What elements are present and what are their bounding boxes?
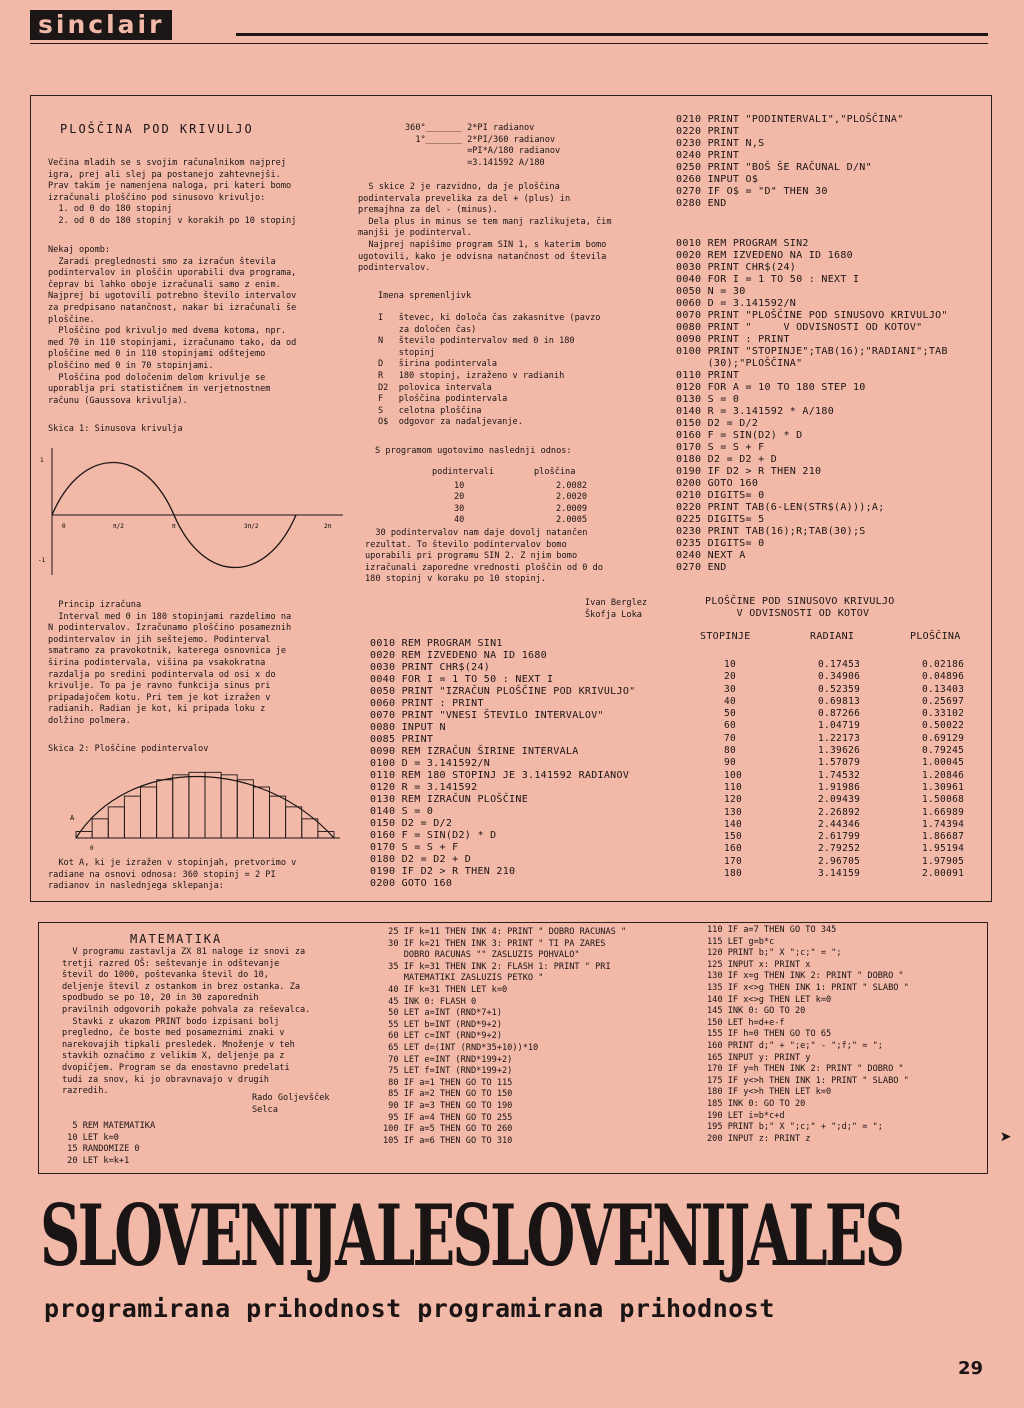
program-sin1: 0010 REM PROGRAM SIN1 0020 REM IZVEDENO NA ID 1680 0030 PRINT CHR$(24) 0040 FOR I = 1 TO 50 : NEXT I 0050 PRINT "IZRAČUN PLOŠČINE POD KRIVULJO" 0060 PRINT : PRINT 0070 PRINT "VNESI ŠTEVILO INTERVALOV" 0080 INPUT N 0085 PRINT 0090 REM IZRAČUN ŠIRINE INTERVALA 0100 D = 3.141592/N 0110 REM 180 STOPINJ JE 3.141592 RADIANOV 0120 R = 3.141592 0130 REM IZRAČUN PLOŠČINE 0140 S = 0 0150 D2 = D/2 0160 F = SIN(D2) * D 0170 S = S + F 0180 D2 = D2 + D 0190 IF D2 > R THEN 210 0200 GOTO 160 bbox=[370, 638, 636, 889]
sketch1-title: Skica 1: Sinusova krivulja bbox=[48, 424, 183, 434]
output-cell-ploscina: 1.86687 bbox=[922, 831, 965, 843]
principle-text: Princip izračuna Interval med 0 in 180 stopinjami razdelimo na N podintervalov. Izračunamo ploščino posameznih podintervalov in jih seštejemo. Podinterval smatramo za pravokotnik, katerega osnovnica je širina podintervala, višina pa vsakokratna razdalja po sredini podintervala od osi x do krivulje. To pa je ravno funkcija sinus pri pripadajočem kotu. Pri tem je kot izražen v radianih. Radian je kot, ki pripada loku z dolžino polmera. bbox=[48, 600, 292, 726]
col-header-podintervali: podintervali bbox=[432, 467, 495, 477]
x-tick-0: 0 bbox=[62, 523, 66, 530]
output-row bbox=[700, 659, 980, 671]
output-cell-ploscina: 1.00045 bbox=[922, 757, 965, 769]
output-row bbox=[700, 684, 980, 696]
conclusion-text: 30 podintervalov nam daje dovolj natančen rezultat. To število podintervalov bomo uporabili pri programu SIN 2. Z njim bomo izračunali zaporedne vrednosti ploščin od 0 do 180 stopinj v koraku po 10 stopinj. bbox=[365, 528, 603, 585]
output-cell-ploscina: 0.79245 bbox=[922, 745, 965, 757]
relation-row bbox=[432, 481, 602, 493]
subinterval-bar bbox=[205, 772, 221, 838]
output-cell-radiani: 1.04719 bbox=[818, 720, 861, 732]
output-row bbox=[700, 794, 980, 806]
y-tick-minus1: -1 bbox=[38, 557, 46, 564]
relation-cell-ploscina: 2.0005 bbox=[556, 515, 588, 526]
subinterval-bar bbox=[173, 775, 189, 838]
output-cell-stopinje: 70 bbox=[724, 732, 737, 744]
output-cell-ploscina: 1.20846 bbox=[922, 769, 965, 781]
x-tick-half-pi: π/2 bbox=[113, 523, 124, 530]
output-row bbox=[700, 831, 980, 843]
output-cell-radiani: 2.44346 bbox=[818, 818, 861, 830]
article-title: PLOŠČINA POD KRIVULJO bbox=[60, 122, 254, 136]
notes-text: Nekaj opomb: Zaradi preglednosti smo za izračun števila podintervalov in ploščin uporabili dva programa, čeprav bi lahko oboje izračunali samo z enim. Najprej bi ugotovili potrebno število intervalov za predpisano natančnost, nakar bi izračunali še ploščine. Ploščino pod krivuljo med dvema kotoma, npr. med 70 in 110 stopinjami, izračunamo tako, da od ploščine med 0 in 110 stopinjami odštejemo ploščino med 0 in 70 stopinjami. Ploščina pod določenim delom krivulje se uporablja pri statističnem in verjetnostnem računu (Gaussova krivulja). bbox=[48, 245, 297, 406]
relation-row bbox=[432, 492, 602, 504]
output-cell-ploscina: 0.02186 bbox=[922, 659, 965, 670]
output-cell-radiani: 0.34906 bbox=[818, 671, 861, 683]
subinterval-bar bbox=[286, 807, 302, 838]
output-cell-ploscina: 1.66989 bbox=[922, 806, 965, 818]
output-row bbox=[700, 819, 980, 831]
sketch1-sine-curve bbox=[38, 440, 348, 580]
radians-formula: 360°_______ 2*PI radianov 1°_______ 2*PI/360 radianov =PI*A/180 radianov =3.141592 A/180 bbox=[405, 123, 561, 168]
output-cell-ploscina: 0.69129 bbox=[922, 732, 965, 744]
output-cell-stopinje: 180 bbox=[724, 868, 743, 880]
variables-title: Imena spremenljivk bbox=[378, 291, 472, 301]
sketch-explanation: S skice 2 je razvidno, da je ploščina podintervala prevelika za del + (plus) in premajhna za del - (minus). Dela plus in minus se tem manj razlikujeta, čim manjši je podinterval. Najprej napišimo program SIN 1, s katerim bomo ugotovili, kako je odvisna natančnost od števila podintervalov. bbox=[358, 182, 612, 274]
output-cell-stopinje: 40 bbox=[724, 695, 737, 707]
matematika-title: MATEMATIKA bbox=[130, 932, 223, 946]
relation-table bbox=[432, 467, 602, 527]
matematika-body: V programu zastavlja ZX 81 naloge iz snovi za tretji razred OŠ: seštevanje in odštevanje števil do 1000, poštevanka števil do 10, deljenje števil z ostankom in brez ostanka. Za spodbudo se po 10, 20 in 30 zaporednih pravilnih odgovorih pokaže pohvala za reševalca. Stavki z ukazom PRINT bodo izpisani bolj pregledno, če boste med posameznimi znaki v narekovajih tipkali presledek. Množenje v teh stavkih označimo z velikim X, deljenje pa z dvopičjem. Program se da enostavno predelati tudi za snov, ki jo obravnavajo v drugih razredih. bbox=[62, 947, 311, 1097]
output-row bbox=[700, 696, 980, 708]
header-rule-2 bbox=[30, 43, 988, 44]
conversion-text: Kot A, ki je izražen v stopinjah, pretvorimo v radiane na osnovi odnosa: 360 stopinj = 2 PI radianov in naslednjega sklepanja: bbox=[48, 858, 297, 892]
program-sin1-cont: 0210 PRINT "PODINTERVALI","PLOŠČINA" 0220 PRINT 0230 PRINT N,S 0240 PRINT 0250 PRINT "BOŠ ŠE RAČUNAL D/N" 0260 INPUT O$ 0270 IF O$ = "D" THEN 30 0280 END bbox=[676, 114, 904, 209]
sketch2-label-0: 0 bbox=[90, 845, 94, 852]
output-cell-ploscina: 1.95194 bbox=[922, 843, 965, 855]
output-cell-stopinje: 30 bbox=[724, 683, 737, 695]
output-cell-stopinje: 160 bbox=[724, 843, 743, 855]
col-header-ploscina: ploščina bbox=[534, 467, 576, 477]
output-cell-radiani: 0.52359 bbox=[818, 683, 861, 695]
output-row bbox=[700, 770, 980, 782]
subinterval-bar bbox=[221, 775, 237, 838]
output-cell-stopinje: 120 bbox=[724, 794, 743, 806]
subinterval-bar bbox=[270, 796, 286, 838]
output-cell-ploscina: 0.33102 bbox=[922, 708, 965, 720]
output-cell-radiani: 1.22173 bbox=[818, 732, 861, 744]
out-header-radiani: RADIANI bbox=[810, 631, 855, 642]
output-row bbox=[700, 856, 980, 868]
relation-cell-ploscina: 2.0020 bbox=[556, 492, 588, 503]
x-tick-2pi: 2π bbox=[324, 523, 332, 530]
output-table bbox=[700, 631, 980, 880]
output-cell-radiani: 2.26892 bbox=[818, 806, 861, 818]
output-cell-stopinje: 130 bbox=[724, 806, 743, 818]
out-header-stopinje: STOPINJE bbox=[700, 631, 751, 642]
subinterval-bar bbox=[237, 780, 253, 838]
variables-list: I števec, ki določa čas zakasnitve (pavzo za določen čas) N število podintervalov med 0 in 180 stopinj D širina podintervala R 180 stopinj, izraženo v radianih D2 polovica intervala F ploščina podintervala S celotna ploščina O$ odgovor za nadaljevanje. bbox=[378, 313, 601, 428]
relation-row bbox=[432, 515, 602, 527]
output-row bbox=[700, 782, 980, 794]
subinterval-bar bbox=[141, 787, 157, 838]
output-cell-stopinje: 20 bbox=[724, 671, 737, 683]
output-cell-ploscina: 1.74394 bbox=[922, 818, 965, 830]
sketch2-title: Skica 2: Ploščine podintervalov bbox=[48, 744, 209, 754]
x-tick-3half-pi: 3π/2 bbox=[244, 523, 259, 530]
subinterval-bar bbox=[157, 780, 173, 838]
matematika-code-2: 25 IF k=11 THEN INK 4: PRINT " DOBRO RACUNAS " 30 IF k=21 THEN INK 3: PRINT " TI PA ZARES DOBRO RACUNAS "" ZASLUZIS POHVALO" 35 IF k=31 THEN INK 2: FLASH 1: PRINT " PRI MATEMATIKI ZASLUZIS PETKO " 40 IF k=31 THEN LET k=0 45 INK 0: FLASH 0 50 LET a=INT (RND*7+1) 55 LET b=INT (RND*9+2) 60 LET c=INT (RND*9+2) 65 LET d=(INT (RND*35+10))*10 70 LET e=INT (RND*199+2) 75 LET f=INT (RND*199+2) 80 IF a=1 THEN GO TO 115 85 IF a=2 THEN GO TO 150 90 IF a=3 THEN GO TO 190 95 IF a=4 THEN GO TO 255 100 IF a=5 THEN GO TO 260 105 IF a=6 THEN GO TO 310 bbox=[383, 927, 627, 1146]
output-cell-radiani: 1.91986 bbox=[818, 781, 861, 793]
relation-cell-podintervali: 40 bbox=[454, 515, 465, 526]
output-row bbox=[700, 843, 980, 855]
output-cell-ploscina: 0.50022 bbox=[922, 720, 965, 732]
output-cell-ploscina: 0.25697 bbox=[922, 695, 965, 707]
x-tick-pi: π bbox=[172, 523, 176, 530]
sketch2-subinterval-bars bbox=[48, 756, 348, 856]
output-cell-ploscina: 2.00091 bbox=[922, 868, 965, 880]
output-cell-radiani: 1.74532 bbox=[818, 769, 861, 781]
output-cell-stopinje: 110 bbox=[724, 781, 743, 793]
subinterval-bar bbox=[302, 819, 318, 838]
output-cell-stopinje: 50 bbox=[724, 708, 737, 720]
output-cell-radiani: 0.87266 bbox=[818, 708, 861, 720]
sketch2-label-a: A bbox=[70, 814, 75, 822]
output-row bbox=[700, 757, 980, 769]
output-row bbox=[700, 720, 980, 732]
program-sin2: 0010 REM PROGRAM SIN2 0020 REM IZVEDENO NA ID 1680 0030 PRINT CHR$(24) 0040 FOR I = 1 TO 50 : NEXT I 0050 N = 30 0060 D = 3.141592/N 0070 PRINT "PLOŠČINE POD SINUSOVO KRIVULJO" 0080 PRINT " V ODVISNOSTI OD KOTOV" 0090 PRINT : PRINT 0100 PRINT "STOPINJE";TAB(16);"RADIANI";TAB (30);"PLOŠČINA" 0110 PRINT 0120 FOR A = 10 TO 180 STEP 10 0130 S = 0 0140 R = 3.141592 * A/180 0150 D2 = D/2 0160 F = SIN(D2) * D 0170 S = S + F 0180 D2 = D2 + D 0190 IF D2 > R THEN 210 0200 GOTO 160 0210 DIGITS= 0 0220 PRINT TAB(6-LEN(STR$(A)));A; 0225 DIGITS= 5 0230 PRINT TAB(16);R;TAB(30);S 0235 DIGITS= 0 0240 NEXT A 0270 END bbox=[676, 238, 948, 573]
output-cell-ploscina: 0.04896 bbox=[922, 671, 965, 683]
sinclair-logo: sinclair bbox=[30, 10, 172, 40]
relation-cell-podintervali: 10 bbox=[454, 480, 465, 491]
output-cell-stopinje: 10 bbox=[724, 659, 737, 670]
output-cell-radiani: 2.96705 bbox=[818, 855, 861, 867]
output-cell-stopinje: 90 bbox=[724, 757, 737, 769]
output-row bbox=[700, 868, 980, 880]
page-number: 29 bbox=[958, 1358, 984, 1379]
relation-cell-podintervali: 20 bbox=[454, 492, 465, 503]
matematika-code-1: 5 REM MATEMATIKA 10 LET k=0 15 RANDOMIZE 0 20 LET k=k+1 bbox=[67, 1121, 156, 1166]
output-cell-radiani: 2.09439 bbox=[818, 794, 861, 806]
author-berglez: Ivan Berglez Škofja Loka bbox=[585, 598, 648, 620]
output-cell-radiani: 0.17453 bbox=[818, 659, 861, 670]
output-cell-ploscina: 0.13403 bbox=[922, 683, 965, 695]
output-row bbox=[700, 733, 980, 745]
relation-row bbox=[432, 504, 602, 516]
output-row bbox=[700, 807, 980, 819]
out-header-ploscina: PLOŠČINA bbox=[910, 631, 961, 642]
intro-text: Večina mladih se s svojim računalnikom najprej igra, prej ali slej pa postanejo zahtevnejši. Prav takim je namenjena naloga, pri kateri bomo izračunali ploščino pod sinusovo krivuljo: 1. od 0 do 180 stopinj 2. od 0 do 180 stopinj v korakih po 10 stopinj bbox=[48, 158, 297, 226]
output-cell-stopinje: 100 bbox=[724, 769, 743, 781]
output-cell-ploscina: 1.50068 bbox=[922, 794, 965, 806]
output-cell-stopinje: 150 bbox=[724, 831, 743, 843]
output-cell-radiani: 1.39626 bbox=[818, 745, 861, 757]
relation-cell-ploscina: 2.0082 bbox=[556, 480, 588, 491]
output-cell-radiani: 2.61799 bbox=[818, 831, 861, 843]
output-row bbox=[700, 708, 980, 720]
subinterval-bar bbox=[92, 819, 108, 838]
output-cell-stopinje: 60 bbox=[724, 720, 737, 732]
subinterval-bar bbox=[124, 796, 140, 838]
output-row bbox=[700, 745, 980, 757]
output-cell-radiani: 2.79252 bbox=[818, 843, 861, 855]
relation-cell-podintervali: 30 bbox=[454, 503, 465, 514]
output-cell-stopinje: 80 bbox=[724, 745, 737, 757]
relation-cell-ploscina: 2.0009 bbox=[556, 503, 588, 514]
y-tick-1: 1 bbox=[40, 457, 44, 464]
slovenijales-banner: SLOVENIJALESLOVENIJALES bbox=[40, 1186, 903, 1286]
subinterval-bar bbox=[253, 787, 269, 838]
output-row bbox=[700, 671, 980, 683]
subinterval-bar bbox=[108, 807, 124, 838]
continue-arrow-icon: ➤ bbox=[1000, 1125, 1013, 1149]
relation-text: S programom ugotovimo naslednji odnos: bbox=[375, 446, 572, 456]
slogan: programirana prihodnost programirana prihodnost bbox=[44, 1294, 775, 1323]
output-cell-stopinje: 170 bbox=[724, 855, 743, 867]
output-cell-radiani: 0.69813 bbox=[818, 695, 861, 707]
subinterval-bar bbox=[189, 772, 205, 838]
output-cell-ploscina: 1.30961 bbox=[922, 781, 965, 793]
matematika-code-3: 110 IF a=7 THEN GO TO 345 115 LET g=b*c 120 PRINT b;" X ";c;" = "; 125 INPUT x: PRINT x 130 IF x=g THEN INK 2: PRINT " DOBRO " 135 IF x<>g THEN INK 1: PRINT " SLABO " 140 IF x<>g THEN LET k=0 145 INK 0: GO TO 20 150 LET h=d+e-f 155 IF h=0 THEN GO TO 65 160 PRINT d;" + ";e;" - ";f;" = "; 165 INPUT y: PRINT y 170 IF y=h THEN INK 2: PRINT " DOBRO " 175 IF y<>h THEN INK 1: PRINT " SLABO " 180 IF y<>h THEN LET k=0 185 INK 0: GO TO 20 190 LET i=b*c+d 195 PRINT b;" X ";c;" + ";d;" = "; 200 INPUT z: PRINT z bbox=[707, 925, 909, 1144]
header-rule bbox=[236, 33, 988, 36]
output-cell-radiani: 1.57079 bbox=[818, 757, 861, 769]
matematika-author: Rado Goljevšček Selca bbox=[252, 1093, 330, 1115]
output-cell-radiani: 3.14159 bbox=[818, 868, 861, 880]
output-cell-stopinje: 140 bbox=[724, 818, 743, 830]
output-cell-ploscina: 1.97905 bbox=[922, 855, 965, 867]
output-title: PLOŠČINE POD SINUSOVO KRIVULJO V ODVISNOSTI OD KOTOV bbox=[705, 596, 895, 619]
